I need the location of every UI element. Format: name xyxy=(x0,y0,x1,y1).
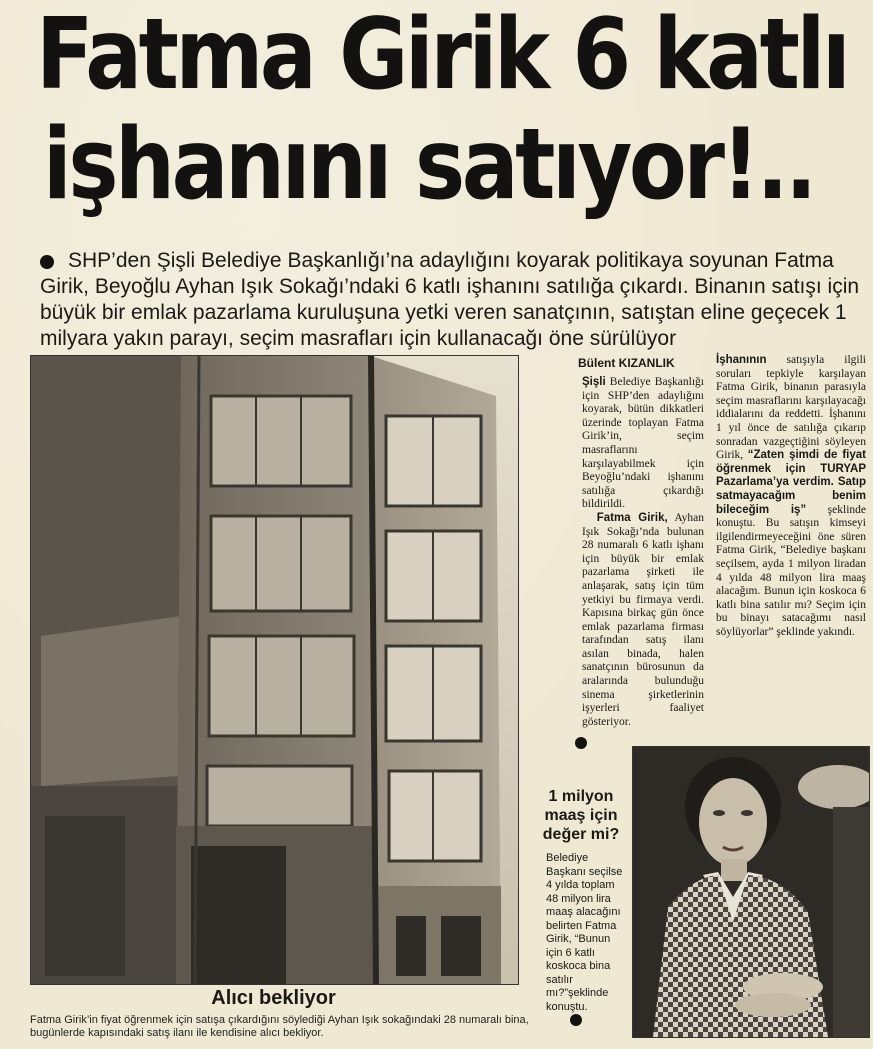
column2-paragraph-end: şeklinde konuştu. Bu satışın kimseyi ilgilendirmeyeceğini öne süren Fatma Girik, “Belediye başkanı seçilsem, ayda 1 milyon liradan 4 yılda 48 milyon lira maaş alacağım. Bunun için koskoca 6 katlı bina satılır mı? Seçim için bu binayı satacağımı nasıl söylüyorlar” şeklinde yakındı. xyxy=(716,503,866,638)
building-illustration xyxy=(31,356,518,984)
bullet-icon xyxy=(570,1014,582,1026)
photo-caption-title: Alıcı bekliyor xyxy=(211,987,336,1009)
photo-caption: Fatma Girik’in fiyat öğrenmek için satışa çıkardığını söylediği Ayhan Işık sokağındaki 28 numaralı bina, bugünlerde kapısındaki satış ilanı ile kendisine alıcı bekliyor. xyxy=(30,1014,529,1039)
column1-paragraph-2: Ayhan Işık Sokağı’nda bulunan 28 numaralı 6 katlı işhanı için büyük bir emlak pazarlama şirketi ile anlaşarak, satış için tüm yetkiyi bu firmaya verdi. Kapısına birkaç gün önce emlak pazarlama firması tarafından satış ilanı asılan binada, halen sanatçının bürosunun da aralarında bulunduğu sinema şirketlerinin işyerleri faaliyet gösteriyor. xyxy=(582,511,704,728)
portrait-illustration xyxy=(633,747,869,1037)
headline-line-2: işhanını satıyor!.. xyxy=(42,108,814,222)
column1-paragraph-1: Belediye Başkanlığı için SHP’den adaylığını koyarak, bütün dikkatleri üzerinde toplayan Fatma Girik’in, seçim masraflarını karşılayabilmek için Beyoğlu’ndaki işhanını satılığa çıkardığı bildirildi. xyxy=(582,376,704,511)
column2-quote: “Zaten şimdi de fiyat öğrenmek için TURYAP Pazarlama’ya verdim. Satıp satmayacağım benim bileceğim iş” xyxy=(716,449,867,516)
headline-line-1: Fatma Girik 6 katlı xyxy=(36,0,848,112)
article-column-3: Belediye Başkanı seçilse 4 yılda toplam 48 milyon lira maaş alacağını belirten Fatma Girik, “Bunun için 6 katlı koskoca bina satılır mı?”şeklinde konuştu. xyxy=(546,852,623,1013)
headline xyxy=(36,0,848,222)
column2-lead: İşhanının xyxy=(716,354,767,366)
building-photo xyxy=(30,355,519,985)
byline: Bülent KIZANLIK xyxy=(578,356,675,370)
column1-lead-2: Fatma Girik, xyxy=(596,511,668,524)
bullet-icon xyxy=(575,737,587,749)
bullet-icon xyxy=(40,255,54,269)
column2-paragraph: satışıyla ilgili soruları tepkiyle karşılayan Fatma Girik, binanın parasıyla seçim masraflarını karşılayacağı iddialarını da reddetti. İşhanını 1 yıl önce de satılığa çıkarıp sonradan vazgeçtiğini söyleyen Girik, xyxy=(716,354,866,462)
lede-text: SHP’den Şişli Belediye Başkanlığı’na adaylığını koyarak politikaya soyunan Fatma Girik, Beyoğlu Ayhan Işık Sokağı’ndaki 6 katlı işhanını satılığa çıkardı. Binanın satışı için büyük bir emlak pazarlama kuruluşuna yetki veren sanatçının, satıştan eline geçecek 1 milyara yakın parayı, seçim masrafları için kullanacağı öne sürülüyor xyxy=(40,249,860,350)
column1-lead-1: Şişli xyxy=(582,376,606,388)
lede-paragraph xyxy=(40,248,860,352)
subhead: 1 milyon maaş için değer mi? xyxy=(542,788,620,843)
portrait-photo xyxy=(632,746,870,1038)
article-column-2 xyxy=(716,354,866,639)
article-column-1 xyxy=(582,376,704,729)
